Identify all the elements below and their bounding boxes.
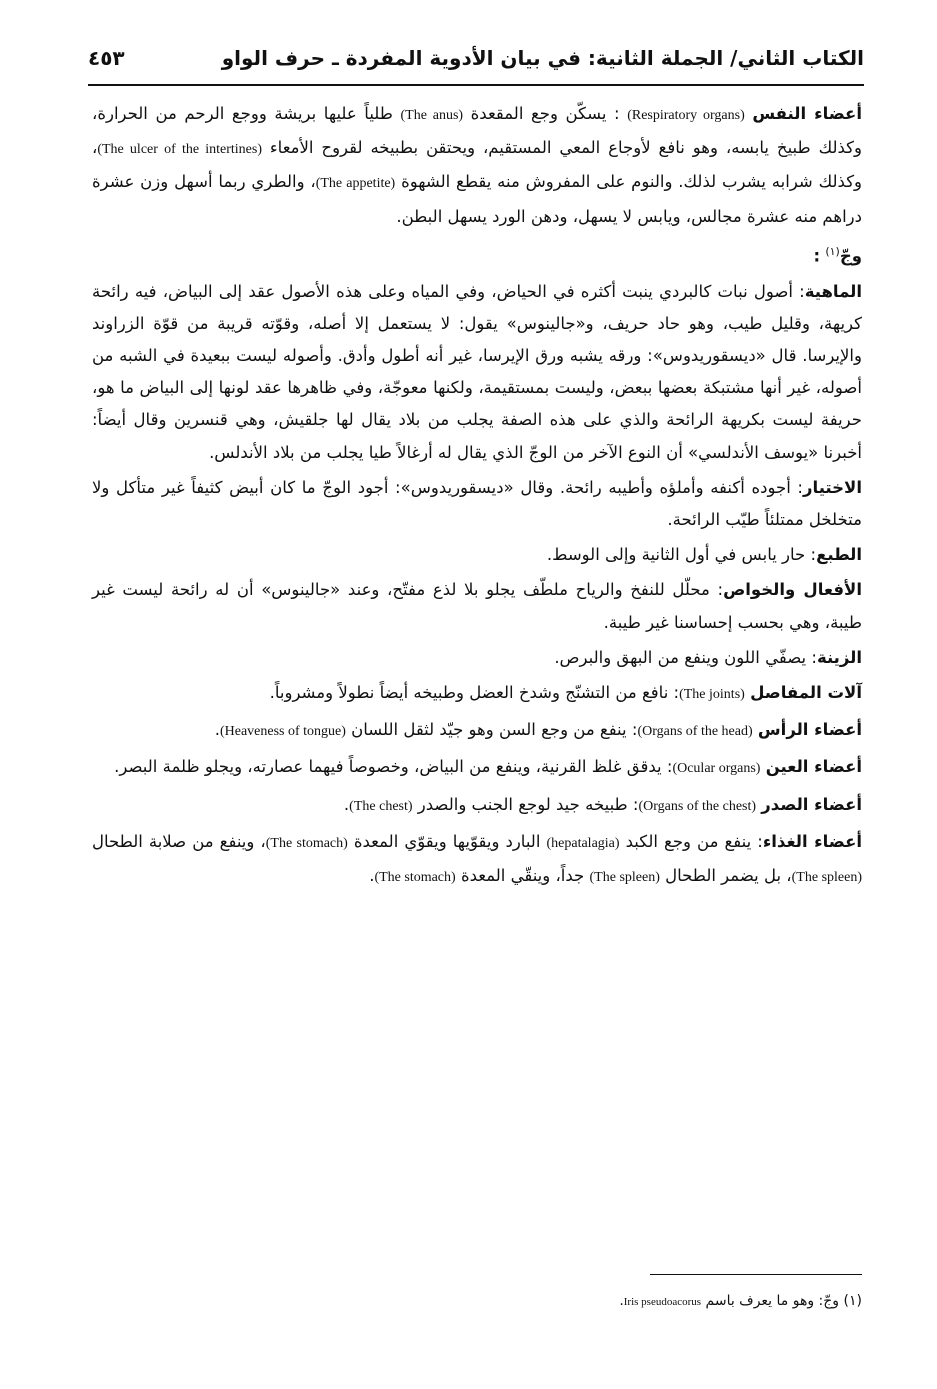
- latin-gloss: (Respiratory organs): [627, 108, 745, 123]
- latin-gloss: (The stomach): [265, 835, 348, 851]
- text: .: [214, 720, 220, 740]
- term: أعضاء العين: [765, 757, 862, 777]
- footnote-rule: [650, 1274, 862, 1275]
- paragraph-joints: [92, 677, 862, 711]
- latin-gloss: (The chest): [349, 798, 413, 814]
- text: ، والطري ربما أسهل وزن عشرة دراهم منه عشرة مجالس، ويابس لا يسهل، ودهن الورد يسهل البطن.: [92, 172, 862, 226]
- footnote-ref: (١): [825, 244, 840, 258]
- latin-gloss: (The appetite): [315, 176, 396, 192]
- text: .: [369, 865, 375, 885]
- text: البارد ويقوّيها ويقوّي المعدة: [353, 831, 541, 851]
- paragraph-actions: [92, 574, 862, 638]
- term: الطبع: [816, 545, 862, 565]
- latin-gloss: Iris pseudoacorus: [623, 1296, 702, 1308]
- text: : أصول نبات كالبردي ينبت أكثره في الحياض، وفي المياه وعلى هذه الأصول عقد إلى البياض، فيه رائحة كريهة، وقليل طيب، وهو حاد حريف، و«جالينوس» يقول: لا يستعمل إلا أصله، وقوّته قريبة من قوّة الزراوند والإيرسا. قال «ديسقوريدوس»: ورقه يشبه ورق الإيرسا، غير أنه أطول وأدق. وأصوله ليست ببعيدة في الشبه من أصوله، غير أنها مشتبكة بعضها ببعض، وليست بمستقيمة، ولكنها معوجّة، وفي ظاهرها عقد لونها إلى البياض ما هو، حريفة ليست بكريهة الرائحة والذي على هذه الصفة يجلب من بلاد يقال لها جلقيش، وهي قنسرين وقال أيضاً: أخبرنا «يوسف الأندلسي» أن النوع الآخر من الوجّ الذي يقال له أرغالاً طيا يجلب من بلاد الأندلس.: [92, 281, 862, 462]
- header-title: الكتاب الثاني/ الجملة الثانية: في بيان الأدوية المفردة ـ حرف الواو: [221, 46, 864, 70]
- footnote: [300, 1288, 862, 1315]
- latin-gloss: (The stomach): [374, 869, 456, 885]
- term: أعضاء الصدر: [761, 794, 862, 814]
- term: أعضاء النفس: [752, 104, 862, 123]
- text: : ينفع من وجع السن وهو جيّد لثقل اللسان: [351, 720, 638, 740]
- footnote-number: (١): [843, 1293, 862, 1309]
- term: الزينة: [816, 647, 862, 667]
- paragraph-nutrition: [92, 826, 862, 894]
- text: ، وينفع من صلابة الطحال: [92, 831, 266, 851]
- text: : محلّل للنفخ والرياح ملطّف يجلو بلا لذع مفتّح، وعند «جالينوس» أن له رائحة ليست غير طيبة، وهي بحسب إحساسنا غير طيبة.: [92, 580, 862, 632]
- latin-gloss: (Organs of the chest): [638, 798, 757, 814]
- text: جداً، وينقّي المعدة: [460, 865, 585, 885]
- paragraph-eye: [92, 751, 862, 785]
- latin-gloss: (The anus): [400, 108, 464, 123]
- latin-gloss: (The joints): [679, 686, 745, 702]
- paragraph-respiratory: [92, 98, 862, 233]
- term: أعضاء الغذاء: [762, 831, 862, 851]
- text: : يسكّن وجع المقعدة: [470, 104, 620, 123]
- main-text: [92, 98, 862, 897]
- text: .: [343, 794, 350, 814]
- paragraph-cosmetic: [92, 642, 862, 674]
- text: : نافع من التشنّج وشدخ العضل وطبيخه أيضاً نطولاً ومشروباً.: [269, 682, 680, 702]
- entry-title: وجّ: [839, 246, 862, 266]
- page-number: ٤٥٣: [88, 46, 125, 70]
- paragraph-chest: [92, 789, 862, 823]
- paragraph-nature: [92, 276, 862, 469]
- paragraph-selection: [92, 472, 862, 536]
- entry-colon: :: [813, 246, 821, 266]
- latin-gloss: (Organs of the head): [637, 724, 753, 740]
- latin-gloss: (Heaveness of tongue): [219, 724, 346, 740]
- footnote-end: .: [619, 1293, 624, 1309]
- text: : ينفع من وجع الكبد: [625, 831, 763, 851]
- running-header: [88, 34, 864, 82]
- header-rule: [88, 84, 864, 86]
- term: آلات المفاصل: [750, 682, 862, 702]
- paragraph-temperament: [92, 539, 862, 571]
- text: : يدقق غلظ القرنية، وينفع من البياض، وخصوصاً فيهما عصارته، ويجلو ظلمة البصر.: [114, 757, 673, 777]
- text: : حار يابس في أول الثانية وإلى الوسط.: [546, 545, 817, 565]
- latin-gloss: (Ocular organs): [672, 761, 761, 777]
- latin-gloss: (The spleen): [791, 869, 862, 885]
- term: الأفعال والخواص: [723, 580, 862, 600]
- latin-gloss: (The ulcer of the intertines): [97, 142, 262, 158]
- text: : طبيخه جيد لوجع الجنب والصدر: [417, 794, 639, 814]
- text: : أجوده أكنفه وأملؤه وأطيبه رائحة. وقال «ديسقوريدوس»: أجود الوجّ ما كان أبيض كثيفاً غير متأكل ولا متخلخل ممتلئاً طيّب الرائحة.: [92, 477, 862, 529]
- entry-heading: [92, 236, 862, 273]
- footnote-text: وجّ: وهو ما يعرف باسم: [705, 1293, 840, 1309]
- term: الماهية: [804, 281, 862, 301]
- text: طلياً عليها بريشة ووجع الرحم من الحرارة، وكذلك طبيخ يابسه، وهو نافع لأوجاع المعي المستقيم، ويحتقن بطبيخه لقروح الأمعاء: [92, 104, 862, 158]
- term: الاختيار: [803, 477, 862, 497]
- paragraph-head: [92, 714, 862, 748]
- term: أعضاء الرأس: [757, 720, 862, 740]
- text: ، بل يضمر الطحال: [665, 865, 792, 885]
- text: : يصفّي اللون وينفع من البهق والبرص.: [554, 647, 817, 667]
- latin-gloss: (hepatalagia): [546, 835, 620, 851]
- text: ، وكذلك شرابه يشرب لذلك. والنوم على المفروش منه يقطع الشهوة: [92, 138, 863, 192]
- latin-gloss: (The spleen): [589, 869, 660, 885]
